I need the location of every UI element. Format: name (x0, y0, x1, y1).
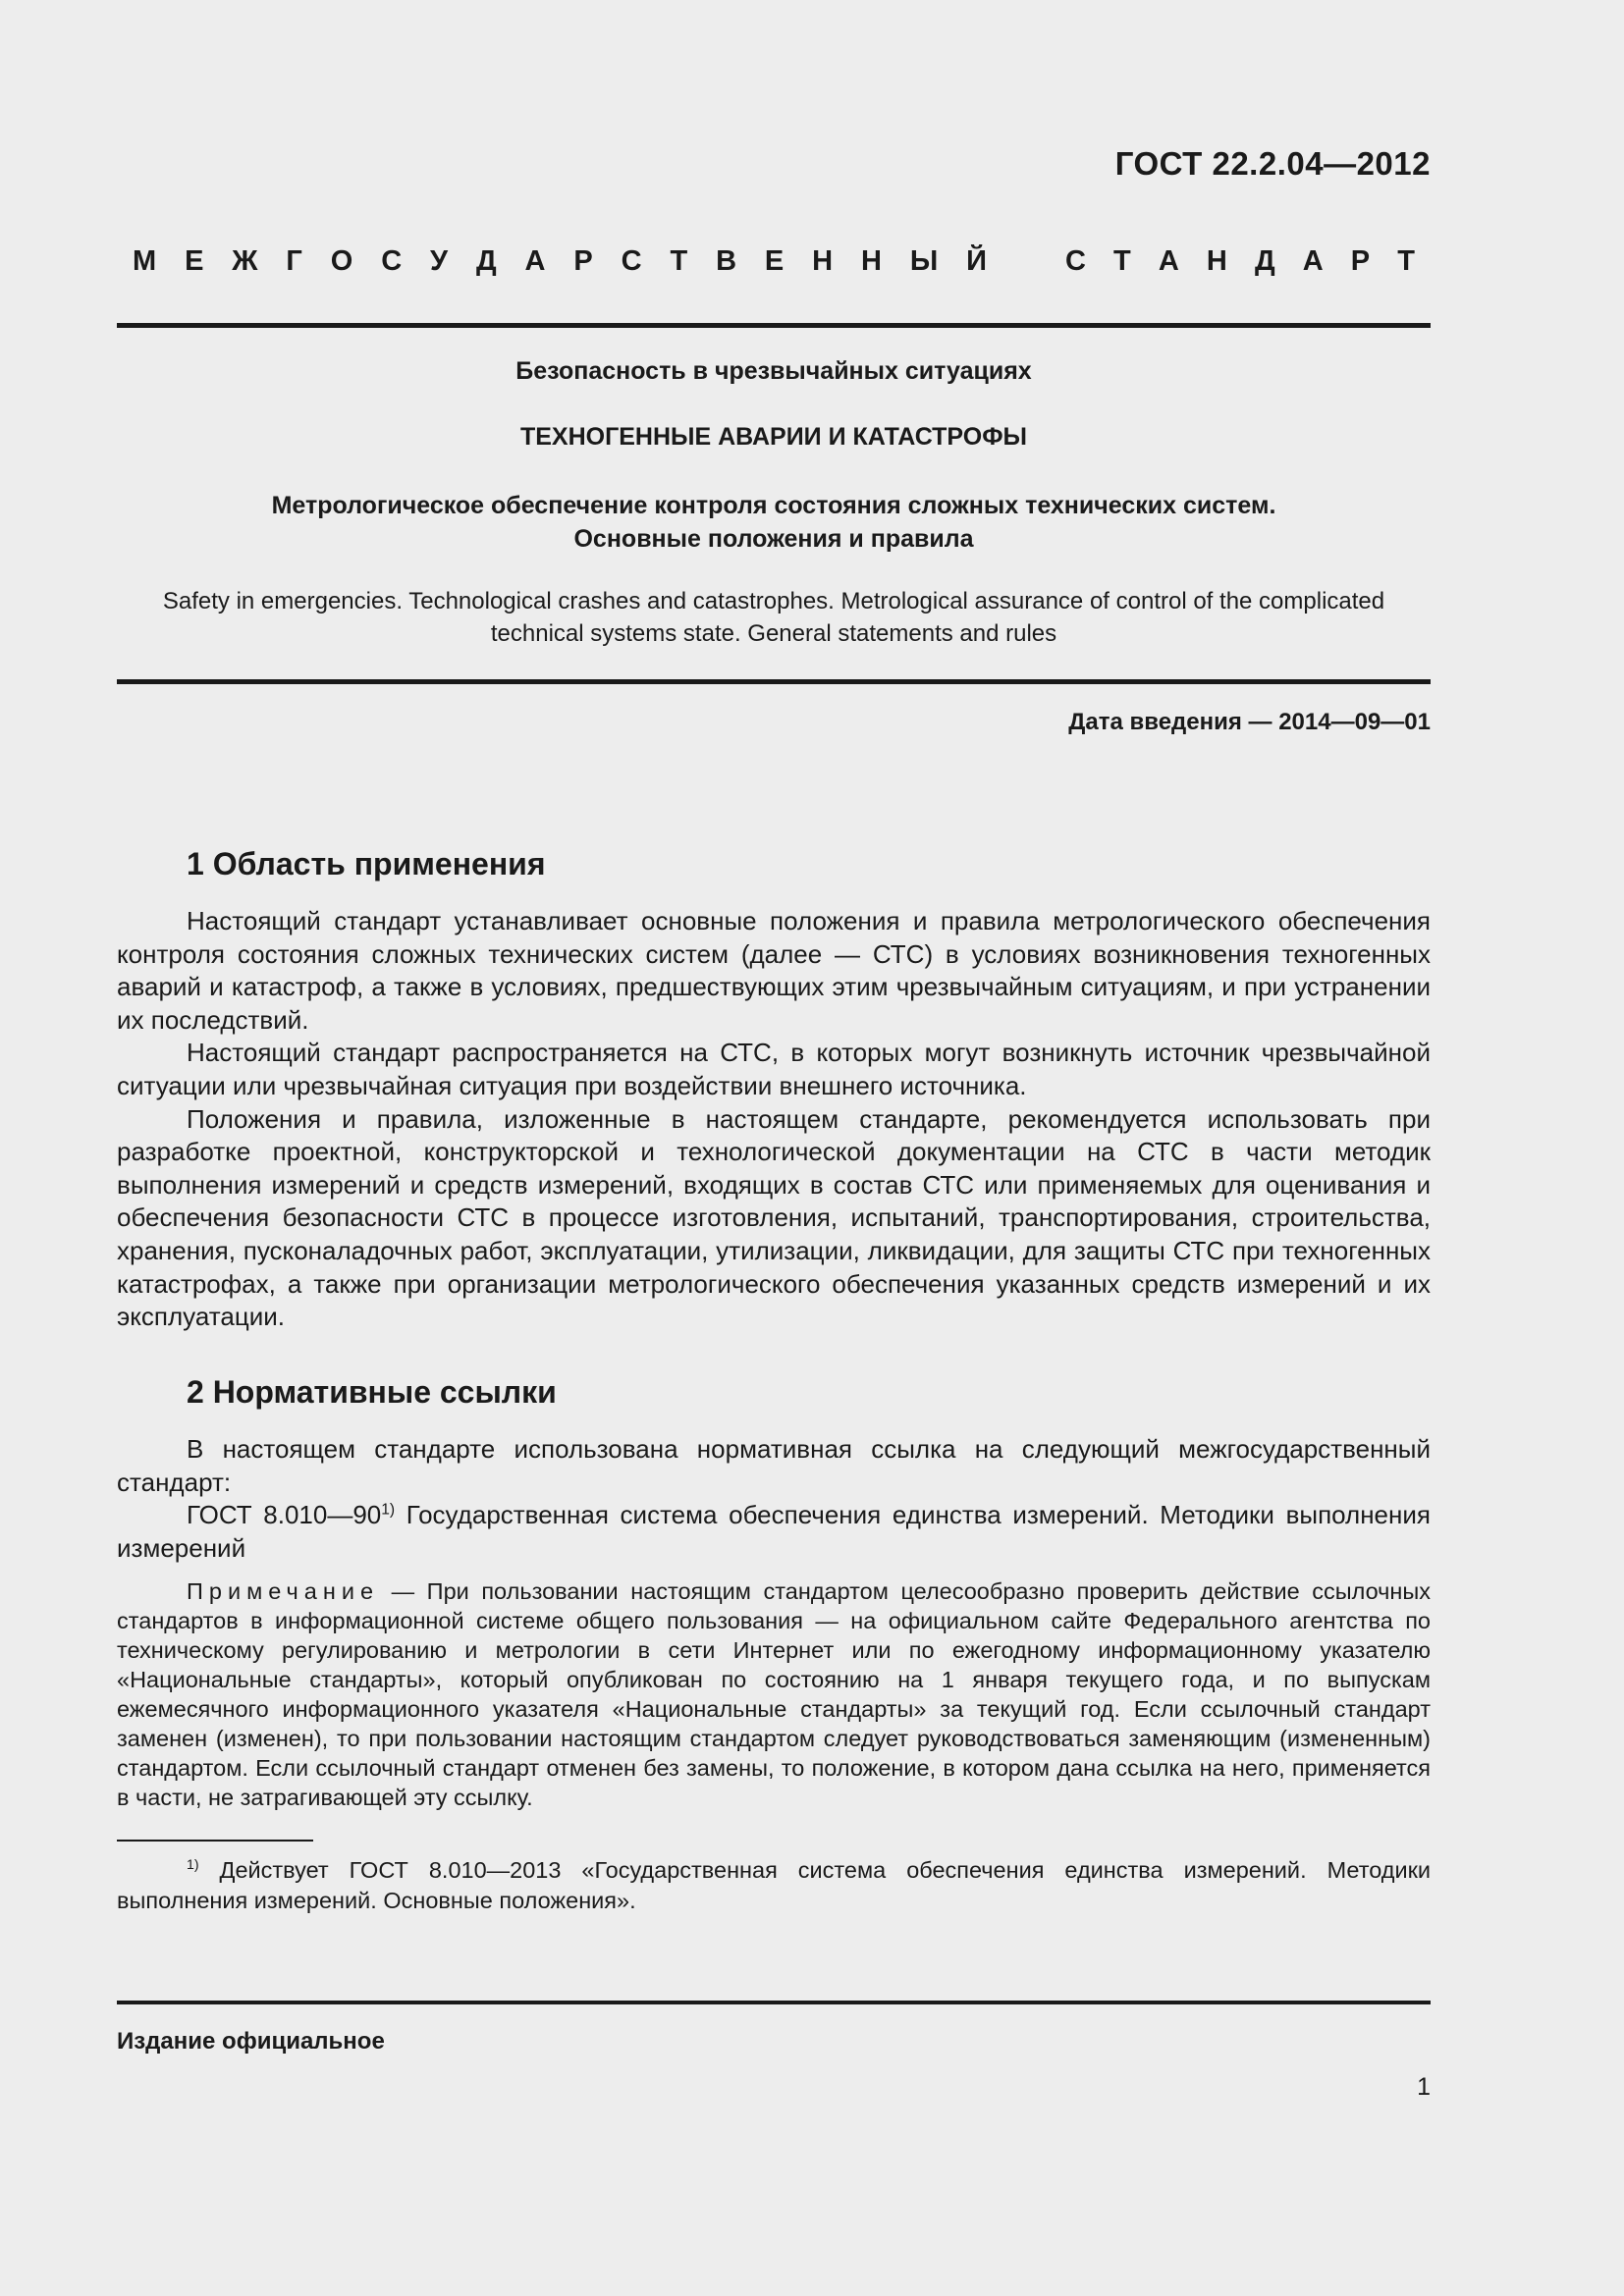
banner-letter: С (1065, 245, 1086, 277)
reference-code: ГОСТ 8.010—90 (187, 1500, 382, 1530)
section1-paragraph: Положения и правила, изложенные в настоящем стандарте, рекомендуется использовать при разработке проектной, конструкторской и технологической документации на СТС в части методик выполнения измерений и средств измерений, входящих в состав СТС или применяемых для оценивания и обеспечения безопасности СТС в процессе изготовления, испытаний, транспортирования, строительства, хранения, пусконаладочных работ, эксплуатации, утилизации, ликвидации, для защиты СТС при техногенных катастрофах, а также при организации метрологического обеспечения указанных средств измерений и их эксплуатации. (117, 1103, 1431, 1332)
banner-letter: В (716, 245, 737, 277)
title-divider (117, 679, 1431, 684)
footnote-text: Действует ГОСТ 8.010—2013 «Государственная система обеспечения единства измерений. Методики выполнения измерений. Основные положения». (117, 1857, 1431, 1913)
section1-heading: 1 Область применения (187, 846, 546, 881)
banner-letter: С (621, 245, 642, 277)
title-subject-line1: Метрологическое обеспечение контроля состояния сложных технических систем. (271, 492, 1276, 519)
footnote-marker: 1) (381, 1501, 396, 1519)
standard-code: ГОСТ 22.2.04—2012 (1114, 145, 1431, 182)
section2-paragraph: В настоящем стандарте использована нормативная ссылка на следующий межгосударственный стандарт: (117, 1434, 1431, 1497)
banner-letter: Д (1254, 245, 1275, 277)
banner-letter: Р (1350, 245, 1371, 277)
banner-letter: М (133, 245, 157, 277)
banner-letter: А (524, 245, 546, 277)
title-category: Безопасность в чрезвычайных ситуациях (515, 357, 1032, 385)
footer-divider (117, 2001, 1431, 2004)
banner-letter: Г (286, 245, 302, 277)
section1-body (117, 905, 1431, 1334)
note-text: — При пользовании настоящим стандартом целесообразно проверить действие ссылочных стандартов в информационной системе общего пользования — на официальном сайте Федерального агентства по техническому регулированию и метрологии в сети Интернет или по ежегодному информационному указателю «Национальные стандарты», который опубликован по состоянию на 1 января текущего года, и по выпускам ежемесячного информационного указателя «Национальные стандарты» за текущий год. Если ссылочный стандарт заменен (изменен), то при пользовании настоящим стандартом следует руководствоваться заменяющим (измененным) стандартом. Если ссылочный стандарт отменен без замены, то положение, в котором дана ссылка на него, применяется в части, не затрагивающей эту ссылку. (117, 1578, 1431, 1810)
banner-letter: Т (1113, 245, 1131, 277)
standard-type-banner (117, 245, 1431, 278)
section2-heading: 2 Нормативные ссылки (187, 1374, 557, 1410)
page-number: 1 (1417, 2073, 1431, 2101)
banner-letter: О (330, 245, 353, 277)
footnote-mark: 1) (187, 1856, 199, 1873)
banner-letter: Ж (232, 245, 258, 277)
title-subject-line2: Основные положения и правила (573, 525, 974, 553)
footnote-divider (117, 1840, 313, 1842)
section1-paragraph: Настоящий стандарт распространяется на СТС, в которых могут возникнуть источник чрезвычайной ситуации или чрезвычайная ситуация при воздействии внешнего источника. (117, 1038, 1431, 1100)
title-english-line2: technical systems state. General statements and rules (490, 620, 1057, 647)
banner-letter: Й (966, 245, 987, 277)
reference-title: Государственная система обеспечения единства измерений. Методики выполнения измерений (117, 1500, 1431, 1563)
title-english-line1: Safety in emergencies. Technological crashes and catastrophes. Metrological assurance of control of the complicated (162, 588, 1385, 614)
note-block (117, 1576, 1431, 1812)
banner-word-standard (1065, 245, 1415, 278)
note-label: Примечание (187, 1578, 380, 1604)
edition-label: Издание официальное (117, 2028, 385, 2055)
footnote (117, 1855, 1431, 1916)
title-english (117, 585, 1431, 650)
banner-letter: Д (475, 245, 497, 277)
banner-letter: Р (573, 245, 593, 277)
top-divider (117, 323, 1431, 328)
banner-letter: А (1158, 245, 1179, 277)
normative-reference (117, 1499, 1431, 1565)
introduction-date: Дата введения — 2014—09—01 (1068, 709, 1431, 735)
title-main: ТЕХНОГЕННЫЕ АВАРИИ И КАТАСТРОФЫ (519, 423, 1028, 451)
section1-paragraph: Настоящий стандарт устанавливает основные положения и правила метрологического обеспечения контроля состояния сложных технических систем (далее — СТС) в условиях возникновения техногенных аварий и катастроф, а также в условиях, предшествующих этим чрезвычайным ситуациям, и при устранении их последствий. (117, 906, 1431, 1035)
banner-letter: Н (812, 245, 834, 277)
banner-letter: Ы (909, 245, 939, 277)
banner-word-interstate (133, 245, 987, 278)
title-subject (117, 489, 1431, 556)
banner-letter: Н (861, 245, 882, 277)
banner-letter: Т (670, 245, 688, 277)
banner-letter: Е (185, 245, 204, 277)
banner-letter: А (1302, 245, 1324, 277)
banner-letter: Е (764, 245, 785, 277)
banner-letter: Т (1397, 245, 1415, 277)
banner-letter: С (381, 245, 403, 277)
banner-letter: У (430, 245, 449, 277)
banner-letter: Н (1206, 245, 1227, 277)
section2-body (117, 1433, 1431, 1565)
